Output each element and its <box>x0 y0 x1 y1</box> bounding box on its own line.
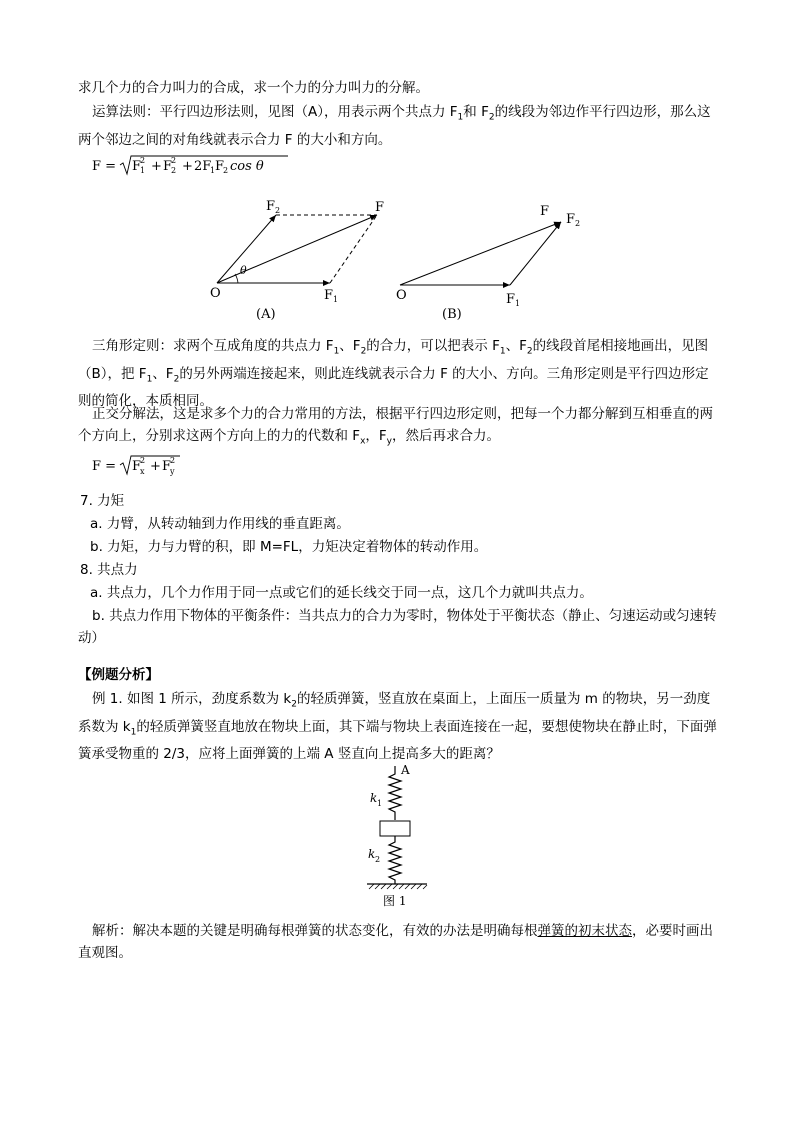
svg-text:1: 1 <box>515 299 521 308</box>
svg-text:2: 2 <box>171 166 177 175</box>
vector-f <box>400 222 561 285</box>
item-7a: a. 力臂，从转动轴到力作用线的垂直距离。 <box>90 516 350 532</box>
angle-arc <box>235 274 238 283</box>
svg-text:F: F <box>132 159 142 174</box>
svg-text:1: 1 <box>377 799 383 808</box>
svg-text:F =: F = <box>92 459 117 474</box>
svg-text:y: y <box>170 467 175 476</box>
svg-text:1: 1 <box>333 295 339 304</box>
paragraph-triangle-rule: 三角形定则：求两个互成角度的共点力 $F_1$、$F_2$的合力，可以把表示 $F_1$、$F_2$的线段首尾相接地画出，见图（B），把 $F_1$、$F_2$的另外两端连接起来，则此连线就表示合力 F 的大小、方向。三角形定则是平行四边形定则的简化，本质相同。 <box>78 338 709 410</box>
svg-text:2: 2 <box>375 855 381 864</box>
svg-text:(A): (A) <box>256 307 276 322</box>
svg-text:θ: θ <box>240 264 247 277</box>
paragraph-composition <box>78 77 718 99</box>
mass-block <box>380 821 410 836</box>
text: 求几个力的合力叫力的合成，求一个力的分力叫力的分解。 <box>78 80 429 96</box>
svg-text:+: + <box>151 159 162 174</box>
svg-text:F: F <box>163 159 173 174</box>
lower-spring <box>389 836 401 884</box>
svg-text:F: F <box>506 292 516 307</box>
figure-b-triangle <box>390 195 590 325</box>
item-8b: b. 共点力作用下物体的平衡条件：当共点力的合力为零时，物体处于平衡状态（静止、匀速运动或匀速转动） <box>78 608 717 646</box>
svg-text:k: k <box>368 847 376 861</box>
item-8a: a. 共点力，几个力作用于同一点或它们的延长线交于同一点，这几个力就叫共点力。 <box>90 585 593 601</box>
svg-text:2: 2 <box>171 156 177 165</box>
paragraph-parallelogram-rule: 运算法则：平行四边形法则，见图（A），用表示两个共点力 $F_1$和 $F_2$的线段为邻边作平行四边形，那么这两个邻边之间的对角线就表示合力 F 的大小和方向。 <box>78 104 711 148</box>
svg-text:F =: F = <box>92 159 117 174</box>
ground-hatch <box>369 884 427 889</box>
paragraph-orthogonal-decomposition: 正交分解法，这是求多个力的合力常用的方法，根据平行四边形定则，把每一个力都分解到互相垂直的两个方向上，分别求这两个方向上的力的代数和 $F_x$，$F_y$，然后再求合力。 <box>78 406 713 447</box>
svg-text:F: F <box>540 204 550 219</box>
svg-text:2: 2 <box>275 206 281 215</box>
svg-text:2: 2 <box>223 166 229 175</box>
svg-text:F: F <box>375 200 385 215</box>
formula-resultant <box>92 152 292 180</box>
item-7b: b. 力矩，力与力臂的积，即 M=FL，力矩决定着物体的转动作用。 <box>90 539 488 555</box>
example-1: 例 1. 如图 1 所示，劲度系数为 $k_2$的轻质弹簧，竖直放在桌面上，上面压一质量为 m 的物块，另一劲度系数为 $k_1$的轻质弹簧竖直地放在物块上面，其下端与物块上表面连接在一起，要想使物块在静止时，下面弹簧承受物重的 2/3，应将上面弹簧的上端 A 竖直向上提高多大的距离？ <box>78 691 717 763</box>
svg-text:F: F <box>215 159 225 174</box>
section-heading-examples: 【例题分析】 <box>78 667 159 683</box>
formula-orthogonal <box>92 452 212 480</box>
item-8-heading: 8. 共点力 <box>80 562 138 578</box>
analysis-paragraph: 解析：解决本题的关键是明确每根弹簧的状态变化，有效的办法是明确每根弹簧的初末状态，必要时画出直观图。 <box>78 923 713 961</box>
svg-text:1: 1 <box>140 166 146 175</box>
svg-text:A: A <box>401 763 410 777</box>
svg-text:cos θ: cos θ <box>230 159 264 174</box>
svg-text:+: + <box>150 459 161 474</box>
svg-text:+: + <box>182 159 193 174</box>
svg-text:O: O <box>210 286 221 301</box>
svg-text:F: F <box>266 199 276 214</box>
svg-text:k: k <box>370 791 378 805</box>
svg-text:2: 2 <box>140 456 146 465</box>
svg-text:2: 2 <box>575 219 581 228</box>
svg-text:F: F <box>324 288 334 303</box>
svg-text:O: O <box>396 288 407 303</box>
item-7-heading: 7. 力矩 <box>80 493 125 509</box>
svg-text:F: F <box>566 212 576 227</box>
svg-text:F: F <box>132 459 142 474</box>
svg-text:1: 1 <box>210 166 216 175</box>
svg-text:F: F <box>162 459 172 474</box>
svg-text:(B): (B) <box>442 307 462 322</box>
svg-text:2: 2 <box>140 156 146 165</box>
svg-text:图 1: 图 1 <box>383 894 407 908</box>
figure-1-springs <box>355 758 445 910</box>
figure-a-parallelogram <box>200 195 400 325</box>
svg-text:2: 2 <box>170 456 176 465</box>
svg-text:2F: 2F <box>194 159 212 174</box>
upper-spring <box>389 766 401 820</box>
svg-text:x: x <box>140 467 145 476</box>
